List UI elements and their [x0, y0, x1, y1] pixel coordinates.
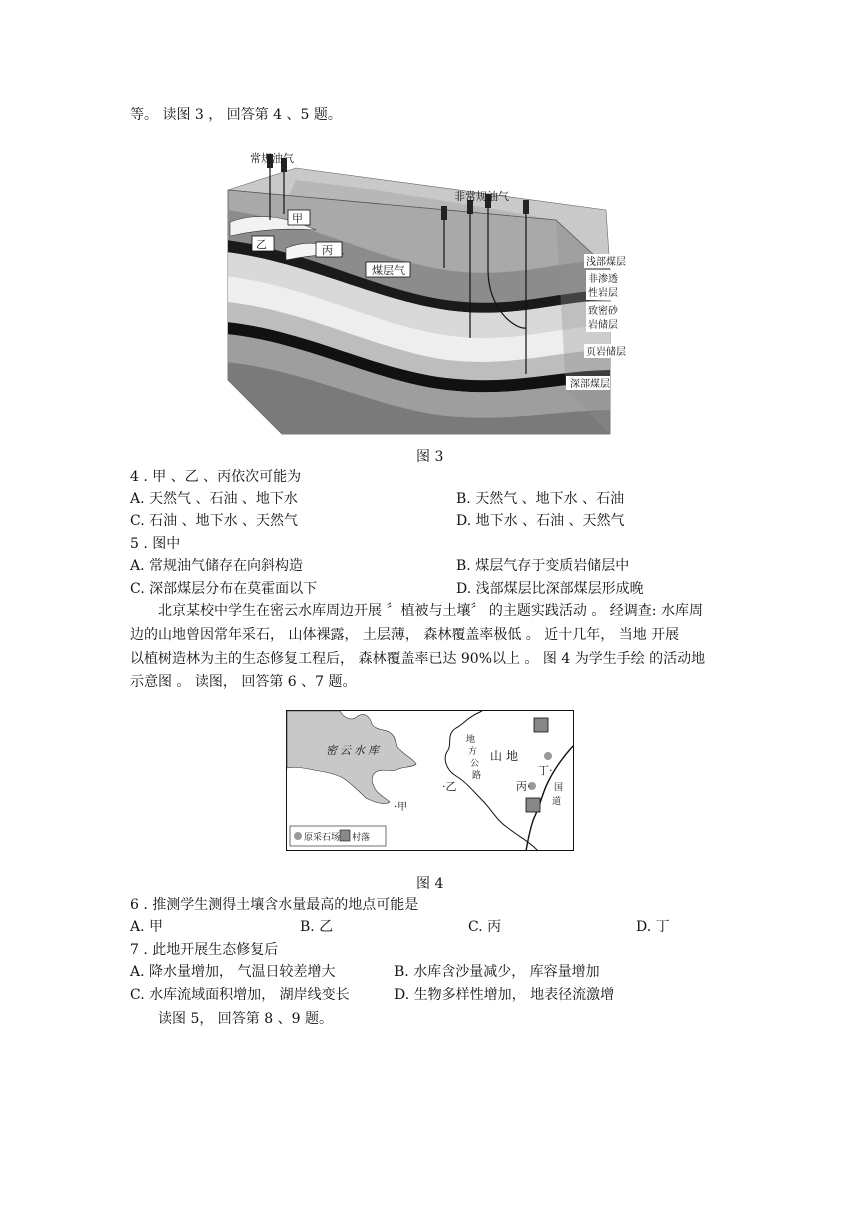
village-marker [526, 798, 540, 812]
figure-4-caption: 图 4 [416, 876, 444, 892]
national-road-label-2: 道 [552, 797, 562, 807]
point-yi: ·乙 [442, 780, 457, 793]
figure-3 [226, 150, 626, 434]
national-road-label-1: 国 [554, 783, 564, 793]
label-unconventional: 非常规油气 [454, 190, 509, 203]
passage-line-4: 示意图 。 读图， 回答第 6 、7 题。 [130, 674, 357, 690]
q7-option-a[interactable]: A. 降水量增加， 气温日较差增大 [130, 964, 336, 980]
q4-option-d[interactable]: D. 地下水 、石油 、天然气 [456, 513, 625, 529]
q5-option-a[interactable]: A. 常规油气储存在向斜构造 [130, 558, 304, 574]
q5-option-b[interactable]: B. 煤层气存于变质岩储层中 [456, 558, 630, 574]
q7-option-c[interactable]: C. 水库流域面积增加， 湖岸线变长 [130, 987, 350, 1003]
figure-4 [286, 710, 574, 852]
point-ding: 丁· [538, 764, 553, 777]
reservoir-label: 密云水库 [326, 744, 382, 757]
label-tight-sand-2: 岩储层 [588, 320, 618, 331]
geologic-block-diagram [226, 150, 626, 434]
q7-option-d[interactable]: D. 生物多样性增加， 地表径流激增 [394, 987, 615, 1003]
label-bing: 丙 [322, 244, 333, 257]
passage-line-1: 北京某校中学生在密云水库周边开展 〞植被与土壤〞 的主题实践活动 。 经调查: 水库周 [158, 603, 703, 619]
q4-option-a[interactable]: A. 天然气 、石油 、地下水 [130, 491, 298, 507]
q5-stem: 5 . 图中 [130, 536, 181, 552]
legend-quarry-label: 原采石场 [304, 833, 341, 843]
q6-option-d[interactable]: D. 丁 [636, 919, 670, 935]
q4-stem: 4 . 甲 、乙 、丙依次可能为 [130, 469, 302, 485]
q6-option-b[interactable]: B. 乙 [300, 919, 334, 935]
q6-stem: 6 . 推测学生测得土壤含水量最高的地点可能是 [130, 897, 419, 913]
label-tight-sand-1: 致密砂 [588, 306, 618, 317]
point-bing: 丙· [516, 780, 531, 793]
local-road-label-2: 方 [468, 747, 478, 757]
q6-option-c[interactable]: C. 丙 [468, 919, 502, 935]
label-coalbed-gas: 煤层气 [372, 264, 405, 277]
label-deep-coal: 深部煤层 [570, 379, 610, 390]
outro-line: 读图 5， 回答第 8 、9 题。 [158, 1011, 333, 1027]
q5-option-c[interactable]: C. 深部煤层分布在莫霍面以下 [130, 581, 318, 597]
q5-option-d[interactable]: D. 浅部煤层比深部煤层形成晚 [456, 581, 644, 597]
local-road-label-4: 路 [472, 771, 482, 781]
intro-line: 等。 读图 3 ， 回答第 4 、5 题。 [130, 107, 342, 123]
label-conventional: 常规油气 [250, 152, 294, 165]
local-road-label-3: 公 [470, 759, 480, 769]
passage-line-2: 边的山地曾因常年采石， 山体裸露， 土层薄， 森林覆盖率极低 。 近十几年， 当地 开展 [130, 627, 680, 643]
q4-option-b[interactable]: B. 天然气 、地下水 、石油 [456, 491, 625, 507]
legend-village-label: 村落 [352, 833, 371, 843]
label-impermeable-2: 性岩层 [588, 288, 618, 299]
label-impermeable-1: 非渗透 [588, 274, 618, 285]
figure-3-caption: 图 3 [416, 449, 444, 465]
label-shallow-coal: 浅部煤层 [586, 257, 626, 268]
label-yi: 乙 [256, 238, 267, 251]
legend-village-symbol [340, 830, 350, 841]
legend-quarry-symbol [294, 832, 302, 840]
local-road-label-1: 地 [466, 735, 476, 745]
village-marker [534, 718, 548, 732]
label-jia: 甲 [292, 212, 303, 225]
point-jia: ·甲 [394, 802, 408, 813]
mountain-label: 山地 [490, 749, 523, 763]
q6-option-a[interactable]: A. 甲 [130, 919, 164, 935]
quarry-marker [544, 752, 552, 760]
q4-option-c[interactable]: C. 石油 、地下水 、天然气 [130, 513, 299, 529]
activity-map [286, 710, 574, 852]
q7-stem: 7 . 此地开展生态修复后 [130, 942, 279, 958]
q7-option-b[interactable]: B. 水库含沙量减少， 库容量增加 [394, 964, 600, 980]
passage-line-3: 以植树造林为主的生态修复工程后， 森林覆盖率已达 90%以上 。 图 4 为学生手绘 的活动地 [130, 651, 706, 667]
label-shale: 页岩储层 [586, 347, 626, 358]
